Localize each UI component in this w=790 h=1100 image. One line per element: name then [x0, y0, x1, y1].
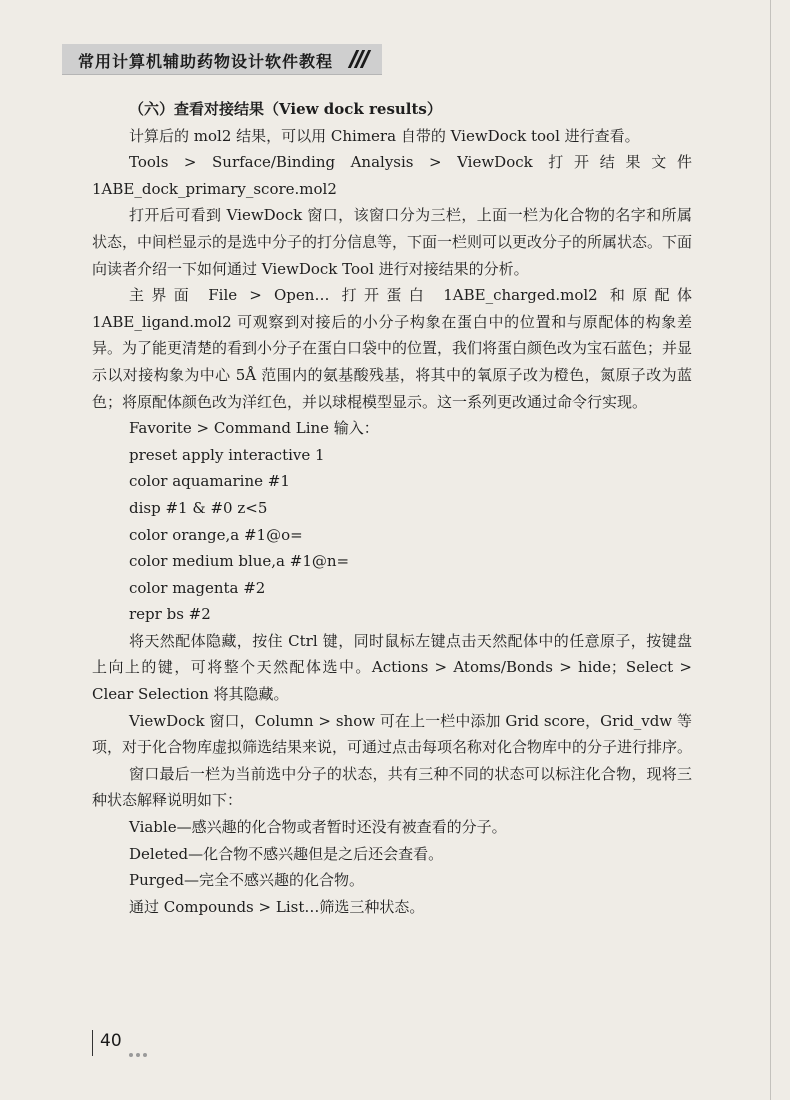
closing-line: 通过 Compounds > List…筛选三种状态。 [129, 897, 425, 916]
footer-rule [92, 1030, 93, 1056]
page-edge-line [770, 0, 771, 1100]
body-paragraph: 打开后可看到 ViewDock 窗口，该窗口分为三栏，上面一栏为化合物的名字和所属状态，中间栏显示的是选中分子的打分信息等，下面一栏则可以更改分子的所属状态。下面向读者介绍一下如何通过 ViewDock Tool 进行对接结果的分析。 [92, 206, 693, 278]
page-number: 40 [100, 1031, 122, 1051]
command-line: color orange,a #1@o= [129, 525, 303, 544]
body-paragraph: 将天然配体隐藏，按住 Ctrl 键，同时鼠标左键点击天然配体中的任意原子，按键盘上向上的键，可将整个天然配体选中。Actions > Atoms/Bonds > hide；Select > Clear Selection 将其隐藏。 [92, 631, 692, 704]
running-header-title: 常用计算机辅助药物设计软件教程 [78, 52, 334, 71]
command-intro: Favorite > Command Line 输入： [129, 419, 379, 438]
section-heading: （六）查看对接结果（View dock results） [129, 100, 442, 118]
body-paragraph: Tools > Surface/Binding Analysis > ViewDock 打开结果文件 1ABE_dock_primary_score.mol2 [92, 153, 692, 198]
state-item-deleted: Deleted—化合物不感兴趣但是之后还会查看。 [129, 844, 444, 863]
state-item-viable: Viable—感兴趣的化合物或者暂时还没有被查看的分子。 [129, 818, 507, 837]
body-paragraph: 计算后的 mol2 结果，可以用 Chimera 自带的 ViewDock tool 进行查看。 [129, 126, 640, 145]
command-line: preset apply interactive 1 [129, 445, 325, 464]
footer-dots-ornament [129, 1042, 150, 1061]
body-paragraph: 窗口最后一栏为当前选中分子的状态，共有三种不同的状态可以标注化合物，现将三种状态解释说明如下： [92, 764, 692, 810]
page-content [92, 96, 692, 920]
command-line: disp #1 & #0 z<5 [129, 498, 268, 517]
body-paragraph: 主界面 File > Open… 打开蛋白 1ABE_charged.mol2 和原配体 1ABE_ligand.mol2 可观察到对接后的小分子构象在蛋白中的位置和与原配体的构象差异。为了能更清楚的看到小分子在蛋白口袋中的位置，我们将蛋白颜色改为宝石蓝色；并显示以对接构象为中心 5Å 范围内的氨基酸残基，将其中的氧原子改为橙色，氮原子改为蓝色；将原配体颜色改为洋红色，并以球棍模型显示。这一系列更改通过命令行实现。 [92, 286, 693, 411]
command-line: color medium blue,a #1@n= [129, 552, 350, 571]
command-line: color aquamarine #1 [129, 472, 290, 491]
header-slash-ornament [352, 50, 370, 72]
state-item-purged: Purged—完全不感兴趣的化合物。 [129, 871, 365, 890]
body-paragraph: ViewDock 窗口，Column > show 可在上一栏中添加 Grid score，Grid_vdw 等项，对于化合物库虚拟筛选结果来说，可通过点击每项名称对化合物库中的分子进行排序。 [92, 711, 693, 757]
command-line: color magenta #2 [129, 578, 266, 597]
command-line: repr bs #2 [129, 605, 211, 624]
